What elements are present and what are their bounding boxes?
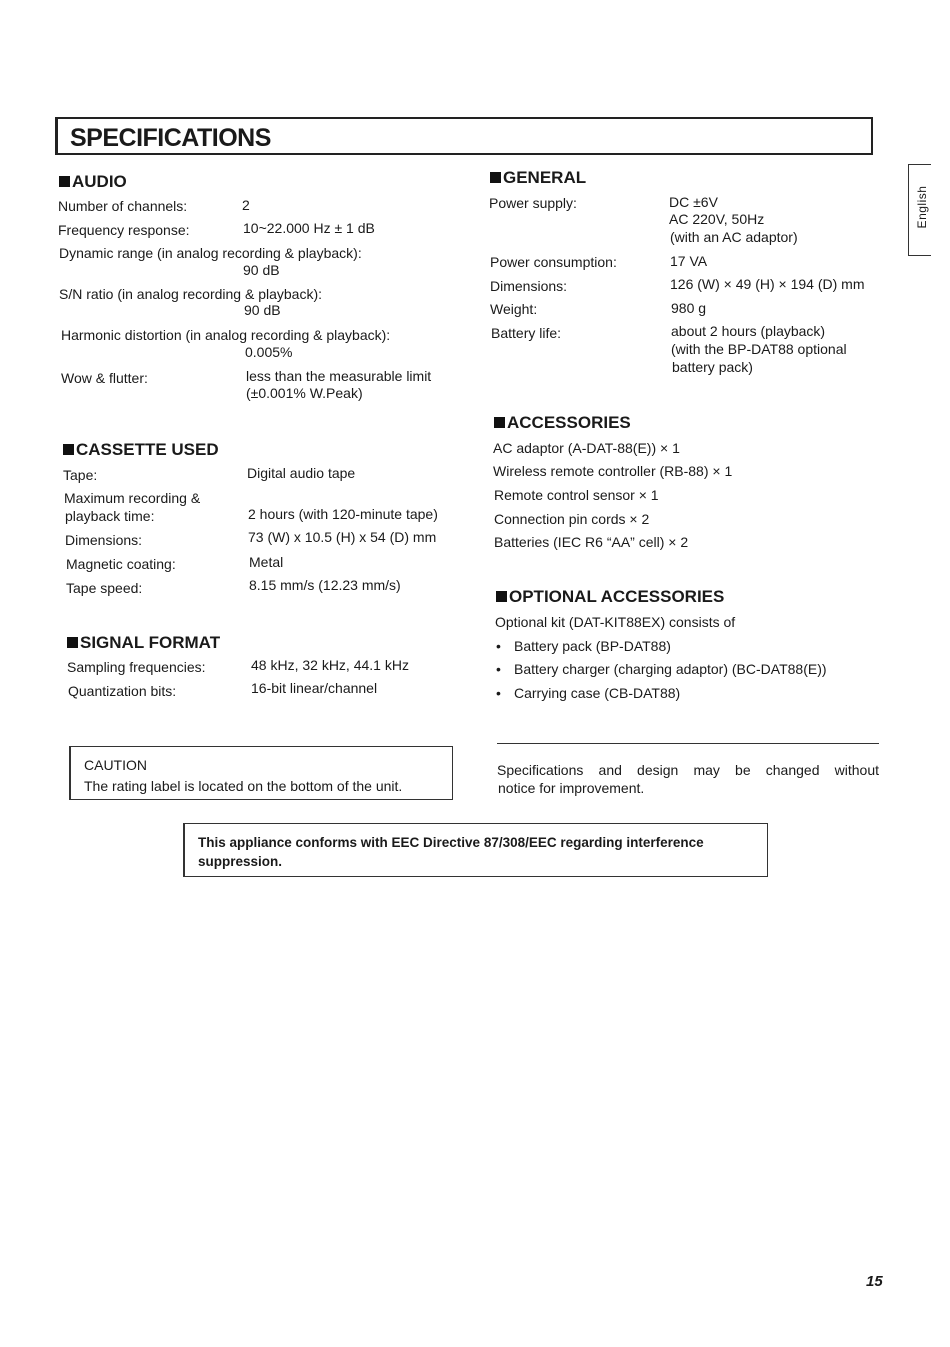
signal-sampling-label: Sampling frequencies: (67, 659, 206, 675)
audio-wow-flutter-label: Wow & flutter: (61, 370, 148, 386)
cassette-heading: CASSETTE USED (63, 440, 219, 460)
eec-directive-box (183, 823, 768, 877)
caution-text: The rating label is located on the bottom of the unit. (84, 778, 403, 794)
general-battery-life-value-3: battery pack) (672, 359, 753, 375)
audio-sn-ratio-value: 90 dB (244, 302, 281, 318)
general-power-consumption-value: 17 VA (670, 253, 708, 269)
general-weight-value: 980 g (671, 300, 707, 316)
caution-title: CAUTION (84, 757, 147, 773)
audio-harmonic-value: 0.005% (245, 344, 293, 360)
signal-quantization-label: Quantization bits: (68, 683, 177, 699)
general-battery-life-label: Battery life: (491, 325, 562, 341)
language-side-tab (908, 164, 931, 256)
audio-frequency-value: 10~22.000 Hz ± 1 dB (243, 220, 375, 236)
audio-dynamic-range-label: Dynamic range (in analog recording & playback): (59, 245, 362, 261)
optional-kit-intro: Optional kit (DAT-KIT88EX) consists of (495, 614, 736, 630)
audio-frequency-label: Frequency response: (58, 222, 190, 238)
square-bullet-icon (494, 417, 505, 428)
audio-sn-ratio-label: S/N ratio (in analog recording & playback): (59, 286, 323, 302)
cassette-tape-value: Digital audio tape (247, 465, 356, 481)
cassette-max-recording-label-2: playback time: (65, 508, 155, 524)
optional-item: • Battery pack (BP-DAT88) (514, 638, 671, 655)
cassette-max-recording-label: Maximum recording & (64, 490, 201, 506)
cassette-speed-label: Tape speed: (66, 580, 143, 596)
general-heading: GENERAL (490, 168, 586, 188)
general-power-supply-value-2: AC 220V, 50Hz (669, 211, 765, 227)
page-title: SPECIFICATIONS (70, 124, 271, 152)
accessory-item: AC adaptor (A-DAT-88(E)) × 1 (493, 440, 680, 456)
audio-channels-label: Number of channels: (58, 198, 188, 214)
general-weight-label: Weight: (490, 301, 538, 317)
eec-directive-line-2: suppression. (198, 854, 283, 869)
page-number: 15 (866, 1273, 883, 1290)
general-power-supply-value-3: (with an AC adaptor) (670, 229, 798, 245)
general-battery-life-value-2: (with the BP-DAT88 optional (671, 341, 847, 357)
cassette-coating-value: Metal (249, 554, 284, 570)
accessory-item: Remote control sensor × 1 (494, 487, 659, 503)
notice-text-line-2: notice for improvement. (498, 780, 645, 796)
language-tab-label: English (915, 185, 929, 229)
general-power-supply-value: DC ±6V (669, 194, 718, 210)
notice-divider (497, 743, 879, 744)
cassette-speed-value: 8.15 mm/s (12.23 mm/s) (249, 577, 401, 593)
specifications-title-box (55, 117, 873, 155)
eec-directive-text (198, 833, 758, 871)
audio-dynamic-range-value: 90 dB (243, 262, 280, 278)
cassette-max-recording-value: 2 hours (with 120-minute tape) (248, 506, 438, 522)
cassette-tape-label: Tape: (63, 467, 98, 483)
audio-heading: AUDIO (59, 172, 127, 192)
square-bullet-icon (490, 172, 501, 183)
signal-sampling-value: 48 kHz, 32 kHz, 44.1 kHz (251, 657, 409, 673)
signal-quantization-value: 16-bit linear/channel (251, 680, 378, 696)
general-dimensions-value: 126 (W) × 49 (H) × 194 (D) mm (670, 276, 865, 292)
audio-wow-flutter-value: less than the measurable limit (246, 368, 432, 384)
audio-wow-flutter-value-2: (±0.001% W.Peak) (246, 385, 363, 401)
eec-directive-line-1: This appliance conforms with EEC Directive 87/308/EEC regarding interference (198, 835, 704, 850)
accessory-item: Wireless remote controller (RB-88) × 1 (493, 463, 733, 479)
accessory-item: Batteries (IEC R6 “AA” cell) × 2 (494, 534, 689, 550)
square-bullet-icon (496, 591, 507, 602)
cassette-dimensions-value: 73 (W) x 10.5 (H) x 54 (D) mm (248, 529, 437, 545)
square-bullet-icon (67, 637, 78, 648)
general-dimensions-label: Dimensions: (490, 278, 568, 294)
optional-item: • Battery charger (charging adaptor) (BC-DAT88(E)) (514, 661, 827, 678)
accessories-heading: ACCESSORIES (494, 413, 631, 433)
accessory-item: Connection pin cords × 2 (494, 511, 650, 527)
square-bullet-icon (63, 444, 74, 455)
general-battery-life-value: about 2 hours (playback) (671, 323, 826, 339)
optional-item: • Carrying case (CB-DAT88) (514, 685, 680, 702)
general-power-supply-label: Power supply: (489, 195, 577, 211)
optional-accessories-heading: OPTIONAL ACCESSORIES (496, 587, 724, 607)
general-power-consumption-label: Power consumption: (490, 254, 617, 270)
audio-harmonic-label: Harmonic distortion (in analog recording & playback): (61, 327, 391, 343)
cassette-coating-label: Magnetic coating: (66, 556, 176, 572)
caution-box (69, 746, 453, 800)
notice-text-line-1: Specifications and design may be changed without (497, 762, 879, 778)
audio-channels-value: 2 (242, 197, 250, 213)
cassette-dimensions-label: Dimensions: (65, 532, 143, 548)
signal-format-heading: SIGNAL FORMAT (67, 633, 220, 653)
square-bullet-icon (59, 176, 70, 187)
